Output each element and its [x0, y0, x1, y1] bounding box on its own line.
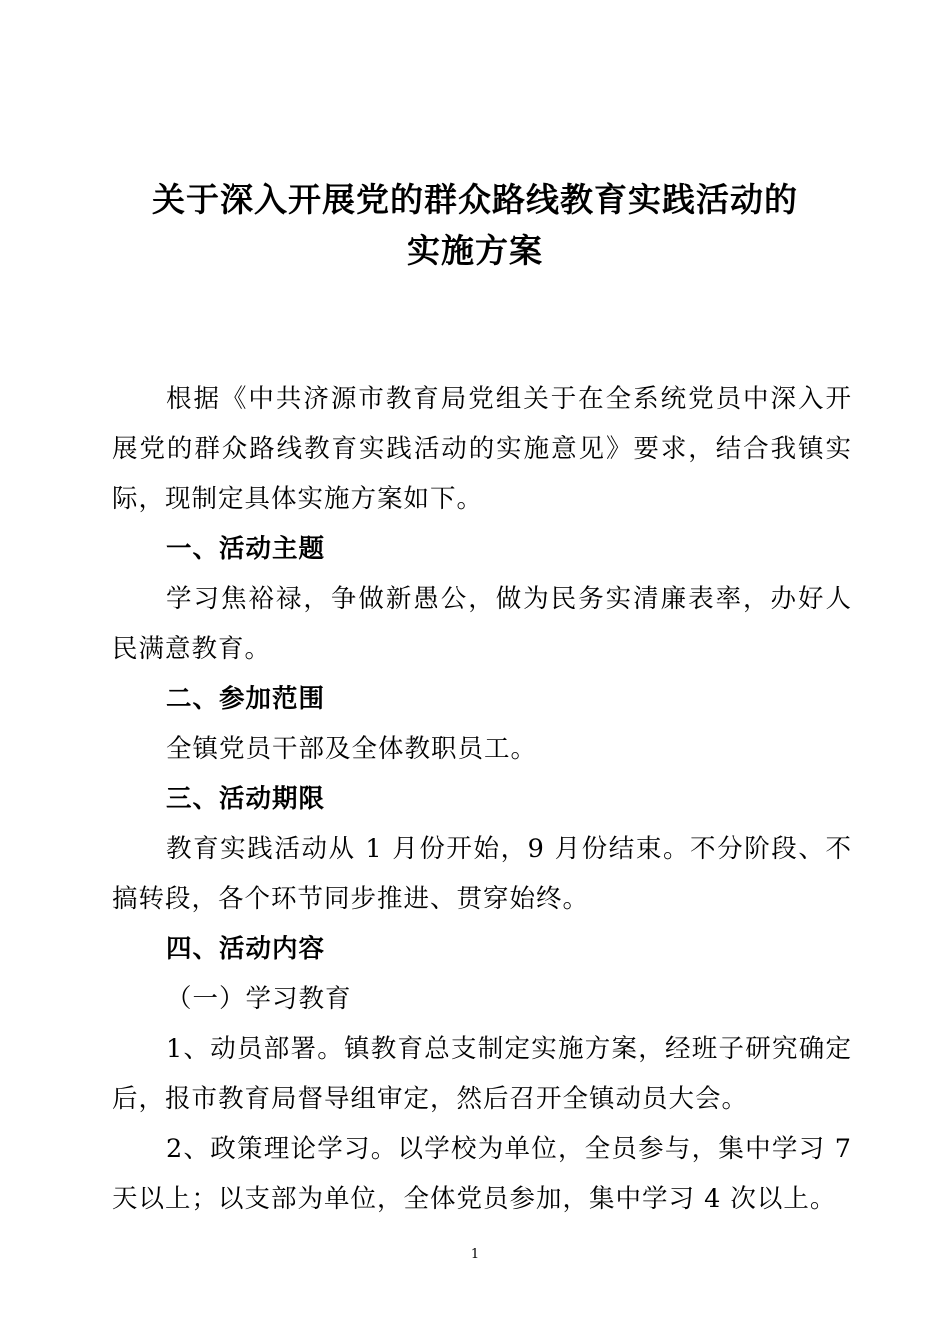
heading-participation-scope: 二、参加范围	[166, 684, 326, 714]
section-activity-content	[112, 924, 852, 1224]
heading-activity-period: 三、活动期限	[166, 784, 326, 814]
section-participation-scope	[112, 674, 852, 774]
heading-activity-theme: 一、活动主题	[166, 534, 326, 564]
section-activity-theme	[112, 524, 852, 674]
section-activity-period	[112, 774, 852, 924]
intro-text: 根据《中共济源市教育局党组关于在全系统党员中深入开展党的群众路线教育实践活动的实施意见》要求，结合我镇实际，现制定具体实施方案如下。	[112, 384, 852, 514]
heading-activity-content: 四、活动内容	[166, 934, 326, 964]
document-title-line-1: 关于深入开展党的群众路线教育实践活动的	[152, 180, 798, 219]
page-number: 1	[470, 1247, 480, 1262]
intro-paragraph	[112, 374, 852, 524]
item-policy-study: 2、政策理论学习。以学校为单位，全员参与，集中学习 7 天以上；以支部为单位，全体党员参加，集中学习 4 次以上。	[112, 1134, 852, 1214]
activity-period-text: 教育实践活动从 1 月份开始，9 月份结束。不分阶段、不搞转段，各个环节同步推进、贯穿始终。	[112, 834, 852, 914]
subheading-study-education: （一）学习教育	[166, 984, 352, 1014]
participation-scope-text: 全镇党员干部及全体教职员工。	[166, 734, 538, 764]
document-title-line-2: 实施方案	[407, 231, 543, 270]
item-mobilization: 1、动员部署。镇教育总支制定实施方案，经班子研究确定后，报市教育局督导组审定，然后召开全镇动员大会。	[112, 1034, 852, 1114]
activity-theme-text: 学习焦裕禄，争做新愚公，做为民务实清廉表率，办好人民满意教育。	[112, 584, 852, 664]
